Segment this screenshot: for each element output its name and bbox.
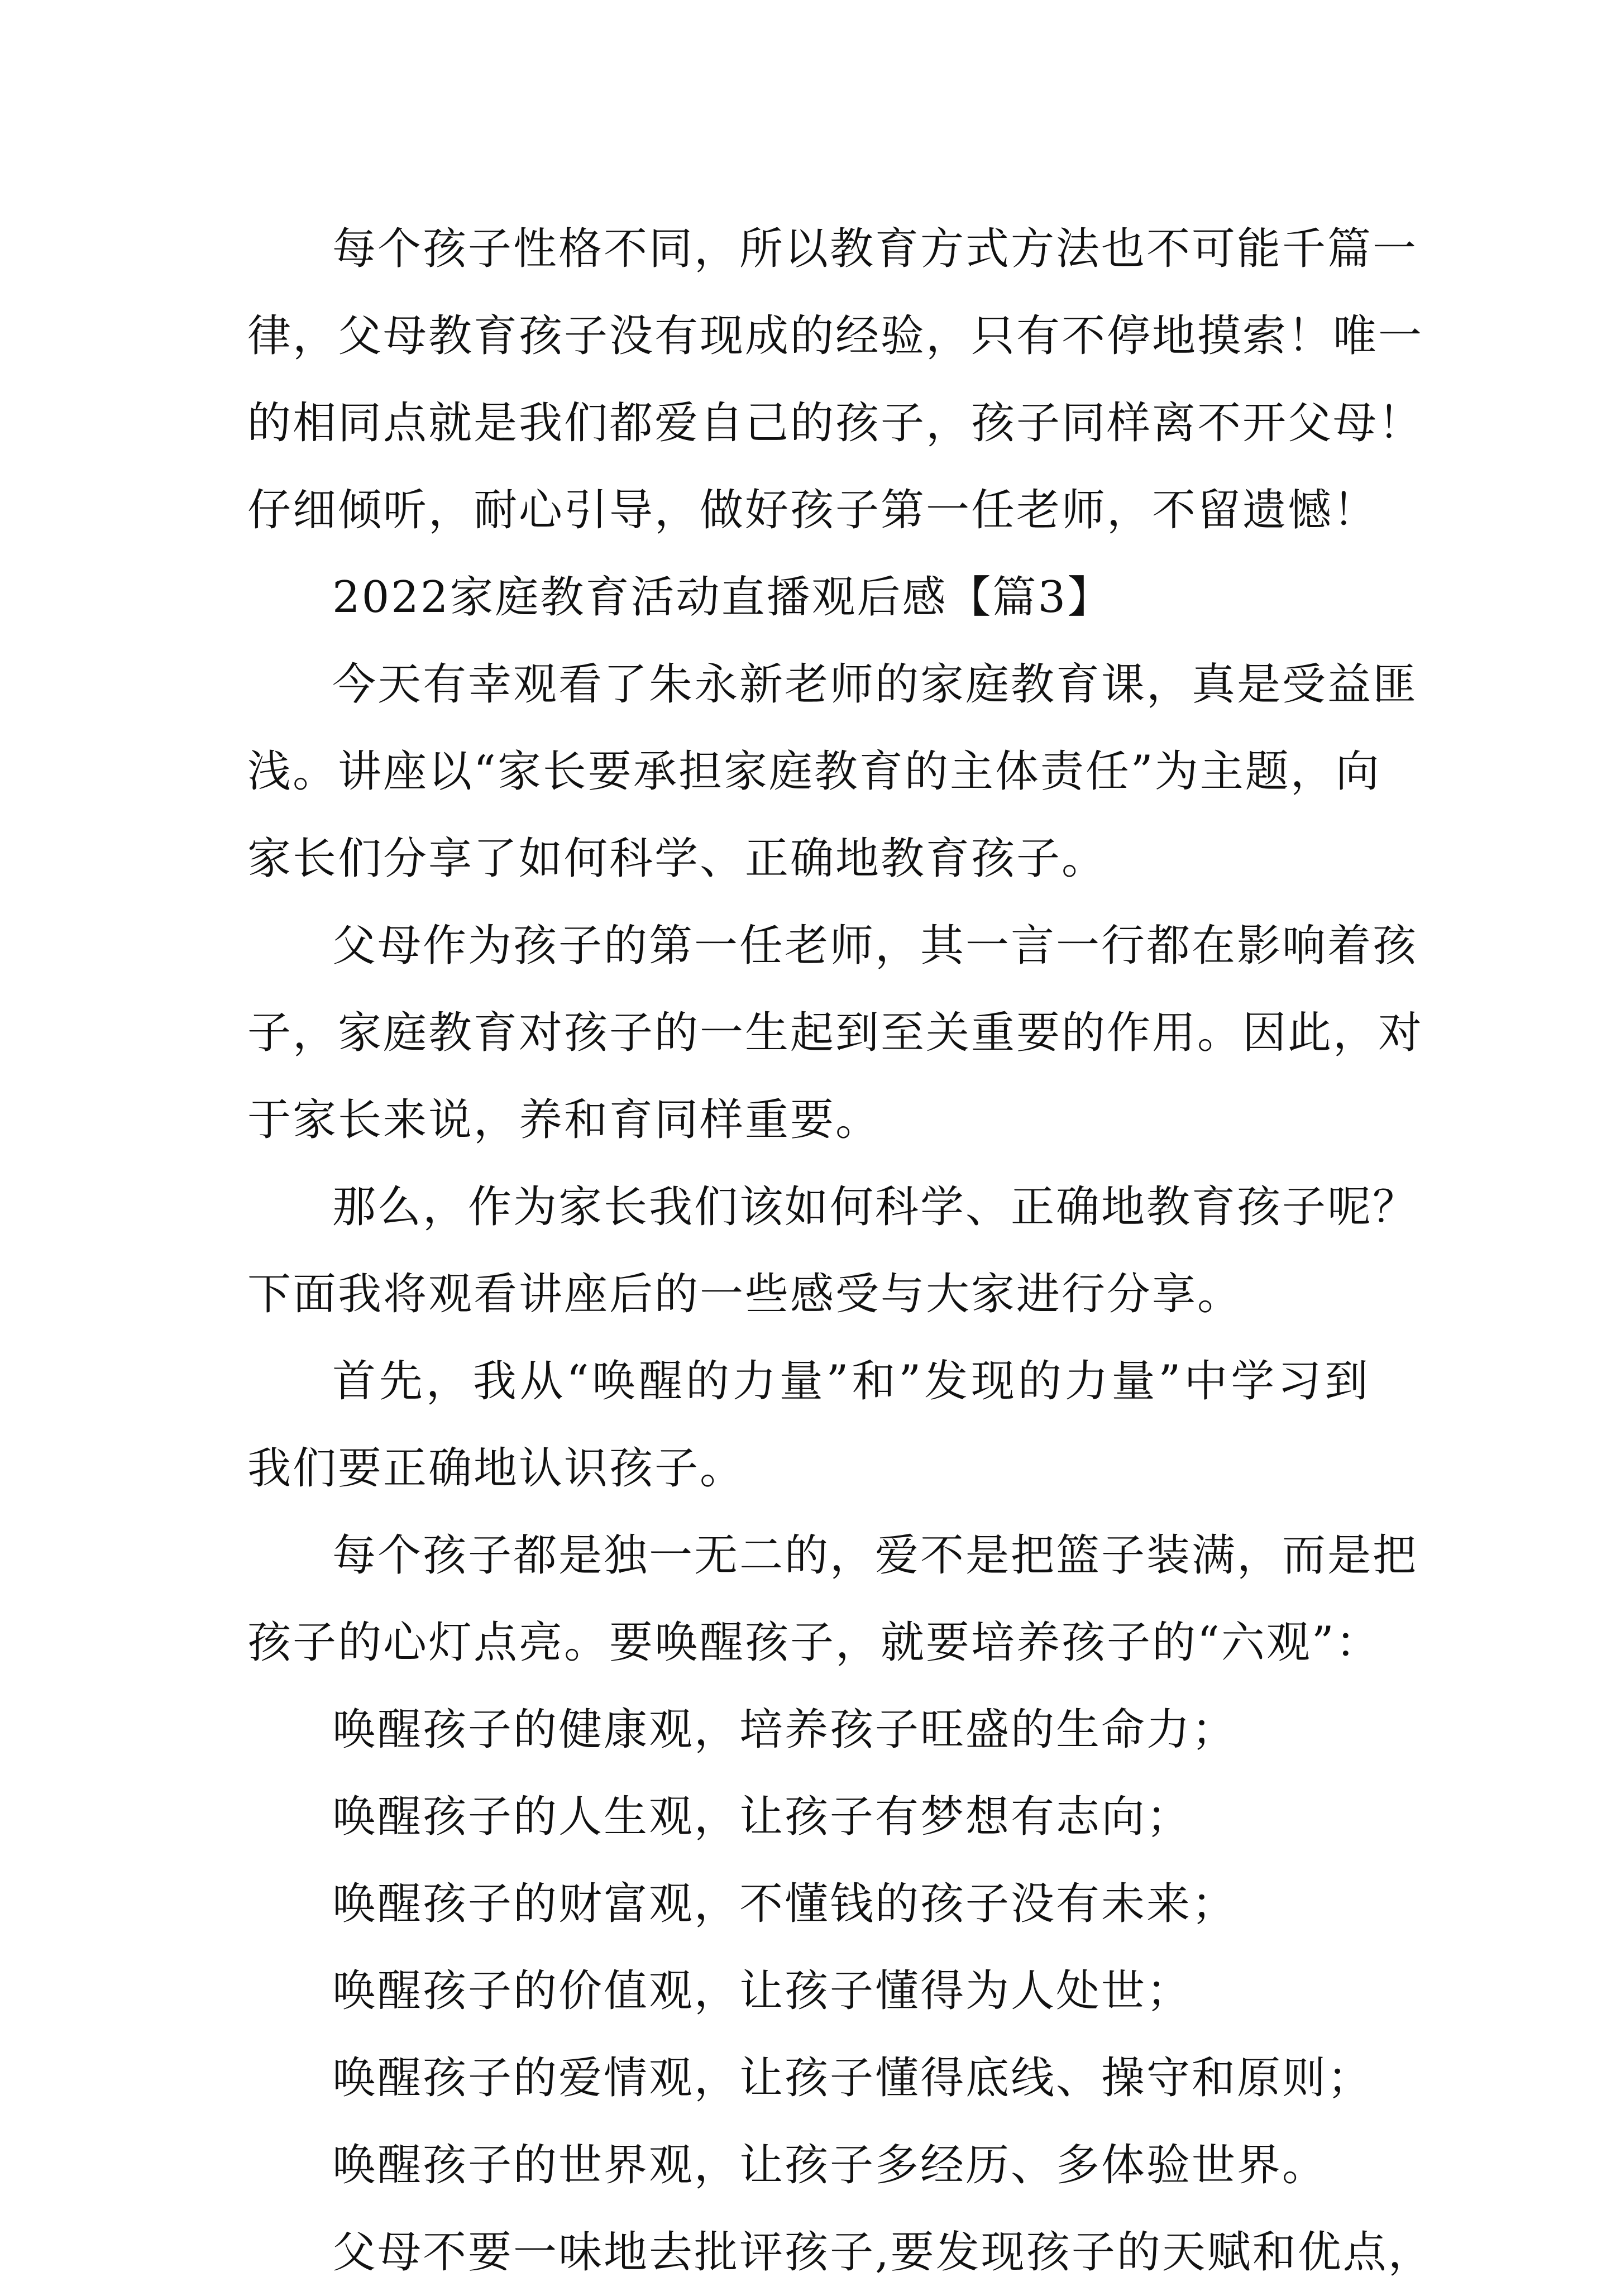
- paragraph-line: 家长们分享了如何科学、正确地教育孩子。: [247, 834, 1107, 884]
- list-line: 唤醒孩子的健康观，培养孩子旺盛的生命力；: [332, 1705, 1237, 1755]
- paragraph-line: 于家长来说，养和育同样重要。: [247, 1095, 881, 1145]
- paragraph-line: 我们要正确地认识孩子。: [247, 1443, 745, 1494]
- paragraph-line: 首先，我从“唤醒的力量”和”发现的力量”中学习到: [332, 1356, 1370, 1407]
- list-line: 唤醒孩子的爱情观，让孩子懂得底线、操守和原则；: [332, 2053, 1373, 2103]
- paragraph-line: 每个孩子性格不同，所以教育方式方法也不可能千篇一: [332, 224, 1418, 274]
- paragraph-line: 那么，作为家长我们该如何科学、正确地教育孩子呢？: [332, 1182, 1418, 1232]
- paragraph-line: 仔细倾听，耐心引导，做好孩子第一任老师，不留遗憾！: [247, 485, 1379, 535]
- paragraph-line: 浅。讲座以“家长要承担家庭教育的主体责任”为主题，向: [247, 747, 1381, 797]
- paragraph-line: 父母不要一味地去批评孩子,要发现孩子的天赋和优点，: [332, 2227, 1433, 2278]
- paragraph-line: 子，家庭教育对孩子的一生起到至关重要的作用。因此，对: [247, 1008, 1424, 1058]
- paragraph-line: 每个孩子都是独一无二的，爱不是把篮子装满，而是把: [332, 1530, 1418, 1581]
- paragraph-line: 下面我将观看讲座后的一些感受与大家进行分享。: [247, 1269, 1243, 1319]
- paragraph-line: 今天有幸观看了朱永新老师的家庭教育课，真是受益匪: [332, 659, 1418, 710]
- list-line: 唤醒孩子的人生观，让孩子有梦想有志向；: [332, 1792, 1192, 1842]
- list-line: 唤醒孩子的价值观，让孩子懂得为人处世；: [332, 1966, 1192, 2016]
- paragraph-line: 孩子的心灯点亮。要唤醒孩子，就要培养孩子的“六观”：: [247, 1618, 1381, 1668]
- paragraph-line: 律，父母教育孩子没有现成的经验，只有不停地摸索！唯一: [247, 311, 1424, 361]
- list-line: 唤醒孩子的世界观，让孩子多经历、多体验世界。: [332, 2140, 1328, 2190]
- section-heading: 2022家庭教育活动直播观后感【篇3】: [332, 572, 1113, 623]
- paragraph-line: 父母作为孩子的第一任老师，其一言一行都在影响着孩: [332, 921, 1418, 971]
- list-line: 唤醒孩子的财富观，不懂钱的孩子没有未来；: [332, 1879, 1237, 1929]
- paragraph-line: 的相同点就是我们都爱自己的孩子，孩子同样离不开父母！: [247, 398, 1424, 448]
- document-body: [247, 205, 1433, 2296]
